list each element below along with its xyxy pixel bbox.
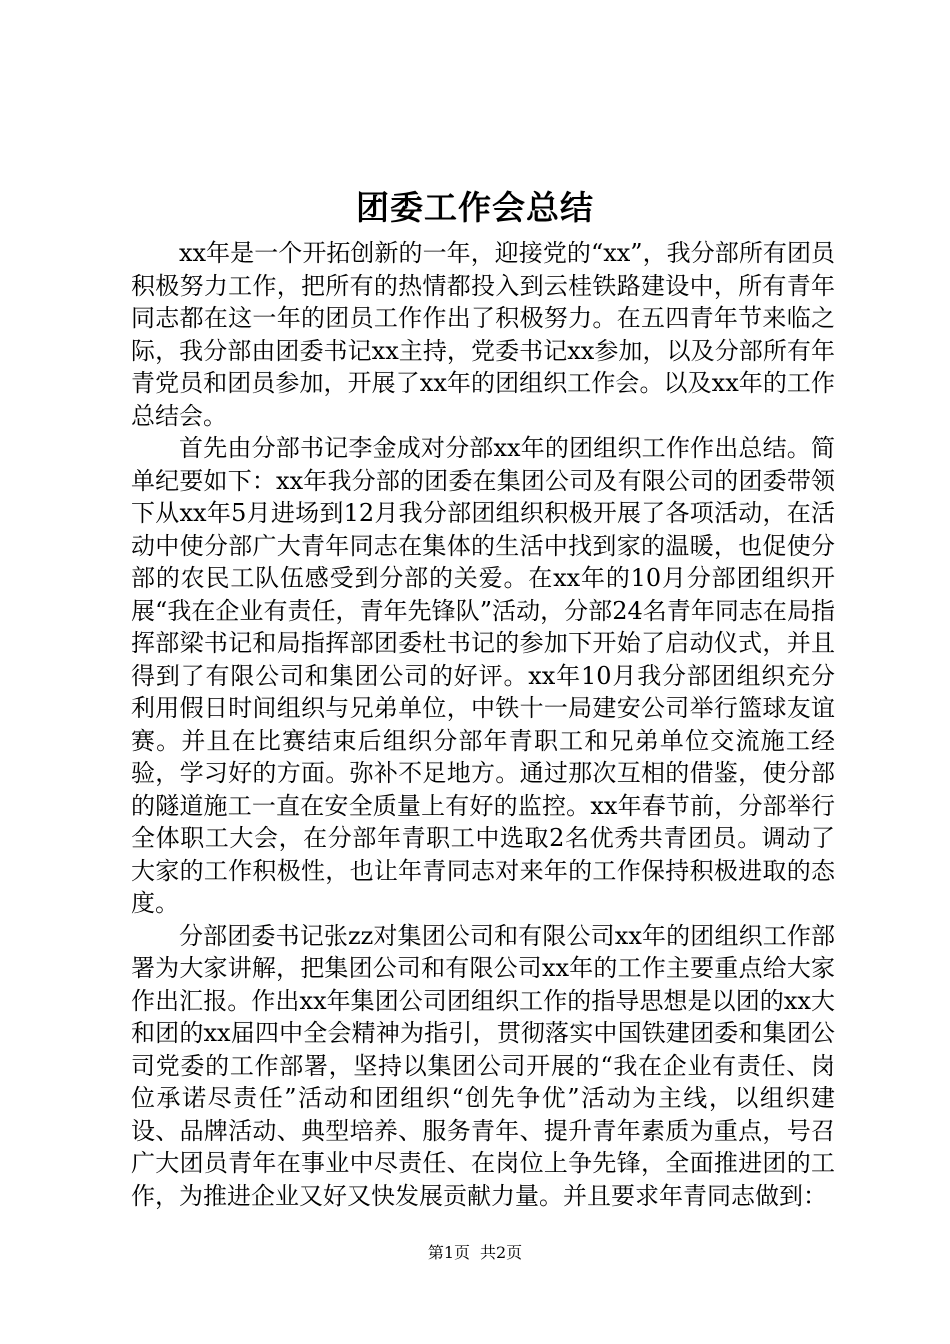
page-footer <box>0 1241 950 1265</box>
paragraph-2: 首先由分部书记李金成对分部xx年的团组织工作作出总结。简单纪要如下：xx年我分部的团委在集团公司及有限公司的团委带领下从xx年5月进场到12月我分部团组织积极开展了各项活动，在活动中使分部广大青年同志在集体的生活中找到家的温暖，也促使分部的农民工队伍感受到分部的关爱。在xx年的10月分部团组织开展“我在企业有责任，青年先锋队”活动，分部24名青年同志在局指挥部梁书记和局指挥部团委杜书记的参加下开始了启动仪式，并且得到了有限公司和集团公司的好评。xx年10月我分部团组织充分利用假日时间组织与兄弟单位，中铁十一局建安公司举行篮球友谊赛。并且在比赛结束后组织分部年青职工和兄弟单位交流施工经验，学习好的方面。弥补不足地方。通过那次互相的借鉴，使分部的隧道施工一直在安全质量上有好的监控。xx年春节前，分部举行全体职工大会，在分部年青职工中选取2名优秀共青团员。调动了大家的工作积极性，也让年青同志对来年的工作保持积极进取的态度。 <box>131 434 835 917</box>
paragraph-1: xx年是一个开拓创新的一年，迎接党的“xx”，我分部所有团员积极努力工作，把所有的热情都投入到云桂铁路建设中，所有青年同志都在这一年的团员工作作出了积极努力。在五四青年节来临之际，我分部由团委书记xx主持，党委书记xx参加，以及分部所有年青党员和团员参加，开展了xx年的团组织工作会。以及xx年的工作总结会。 <box>131 239 835 430</box>
document-body <box>131 237 835 1212</box>
document-title: 团委工作会总结 <box>356 188 594 227</box>
paragraph-3: 分部团委书记张zz对集团公司和有限公司xx年的团组织工作部署为大家讲解，把集团公司和有限公司xx年的工作主要重点给大家作出汇报。作出xx年集团公司团组织工作的指导思想是以团的xx大和团的xx届四中全会精神为指引，贯彻落实中国铁建团委和集团公司党委的工作部署，坚持以集团公司开展的“我在企业有责任、岗位承诺尽责任”活动和团组织“创先争优”活动为主线，以组织建设、品牌活动、典型培养、服务青年、提升青年素质为重点，号召广大团员青年在事业中尽责任、在岗位上争先锋，全面推进团的工作，为推进企业又好又快发展贡献力量。并且要求年青同志做到： <box>131 921 835 1210</box>
page-number: 第1页 <box>427 1243 470 1262</box>
page-total: 共2页 <box>480 1243 523 1262</box>
